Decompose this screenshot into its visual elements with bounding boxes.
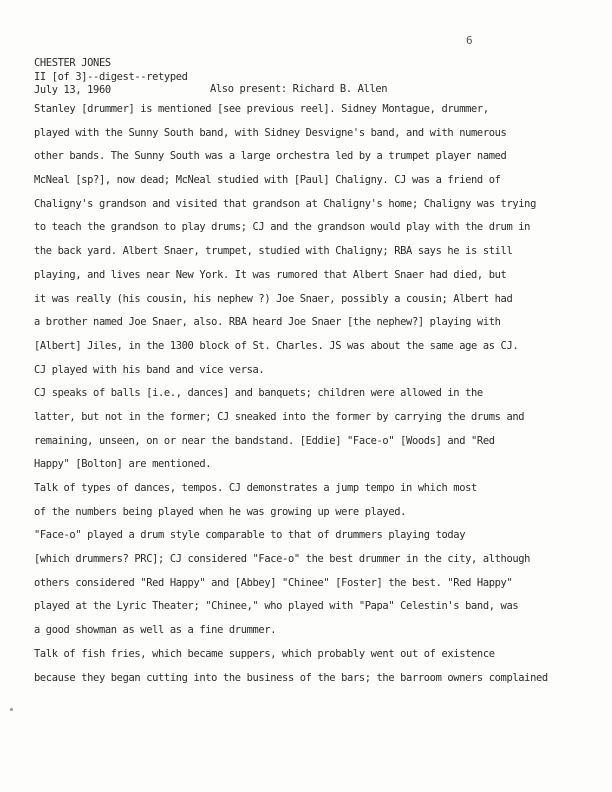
transcript-line: latter, but not in the former; CJ sneaked into the former by carrying the drums and [34,410,525,423]
transcript-line: "Face-o" played a drum style comparable to that of drummers playing today [34,529,466,542]
transcript-line: other bands. The Sunny South was a large orchestra led by a trumpet player named [34,150,507,163]
also-present: Also present: Richard B. Allen [210,83,388,95]
reel-label: II [of 3]--digest--retyped [34,71,188,83]
transcript-line: others considered "Red Happy" and [Abbey] "Chinee" [Foster] the best. "Red Happy" [34,576,513,589]
transcript-line: Stanley [drummer] is mentioned [see previous reel]. Sidney Montague, drummer, [34,103,489,115]
transcript-line: playing, and lives near New York. It was rumored that Albert Snaer had died, but [34,268,507,281]
interviewee-name: CHESTER JONES [34,57,111,69]
transcript-line: a good showman as well as a fine drummer. [34,624,277,637]
transcript-line: Chaligny's grandson and visited that grandson at Chaligny's home; Chaligny was trying [34,197,536,210]
transcript-line: a brother named Joe Snaer, also. RBA heard Joe Snaer [the nephew?] playing with [34,316,501,329]
transcript-line: CJ played with his band and vice versa. [34,363,265,376]
transcript-line: CJ speaks of balls [i.e., dances] and banquets; children were allowed in the [34,387,483,400]
transcript-line: Happy" [Bolton] are mentioned. [34,458,212,471]
transcript-line: played with the Sunny South band, with Sidney Desvigne's band, and with numerous [34,126,507,139]
transcript-line: remaining, unseen, on or near the bandstand. [Eddie] "Face-o" [Woods] and "Red [34,434,495,447]
interview-date: July 13, 1960 [34,84,111,96]
transcript-body [34,98,582,690]
page-number: 6 [466,34,473,47]
transcript-line: the back yard. Albert Snaer, trumpet, studied with Chaligny; RBA says he is still [34,245,513,258]
transcript-line: played at the Lyric Theater; "Chinee," who played with "Papa" Celestin's band, was [34,600,519,613]
transcript-line: McNeal [sp?], now dead; McNeal studied with [Paul] Chaligny. CJ was a friend of [34,174,501,187]
transcript-line: Talk of fish fries, which became suppers, which probably went out of existence [34,647,495,660]
margin-dot [10,708,13,711]
transcript-line: to teach the grandson to play drums; CJ and the grandson would play with the drum in [34,221,531,234]
transcript-line: [Albert] Jiles, in the 1300 block of St. Charles. JS was about the same age as CJ. [34,339,519,352]
transcript-line: it was really (his cousin, his nephew ?) Joe Snaer, possibly a cousin; Albert had [34,292,513,305]
transcript-line: because they began cutting into the business of the bars; the barroom owners complained [34,671,548,684]
transcript-line: [which drummers? PRC]; CJ considered "Face-o" the best drummer in the city, although [34,553,531,566]
transcript-line: Talk of types of dances, tempos. CJ demonstrates a jump tempo in which most [34,482,477,494]
transcript-line: of the numbers being played when he was growing up were played. [34,505,407,518]
